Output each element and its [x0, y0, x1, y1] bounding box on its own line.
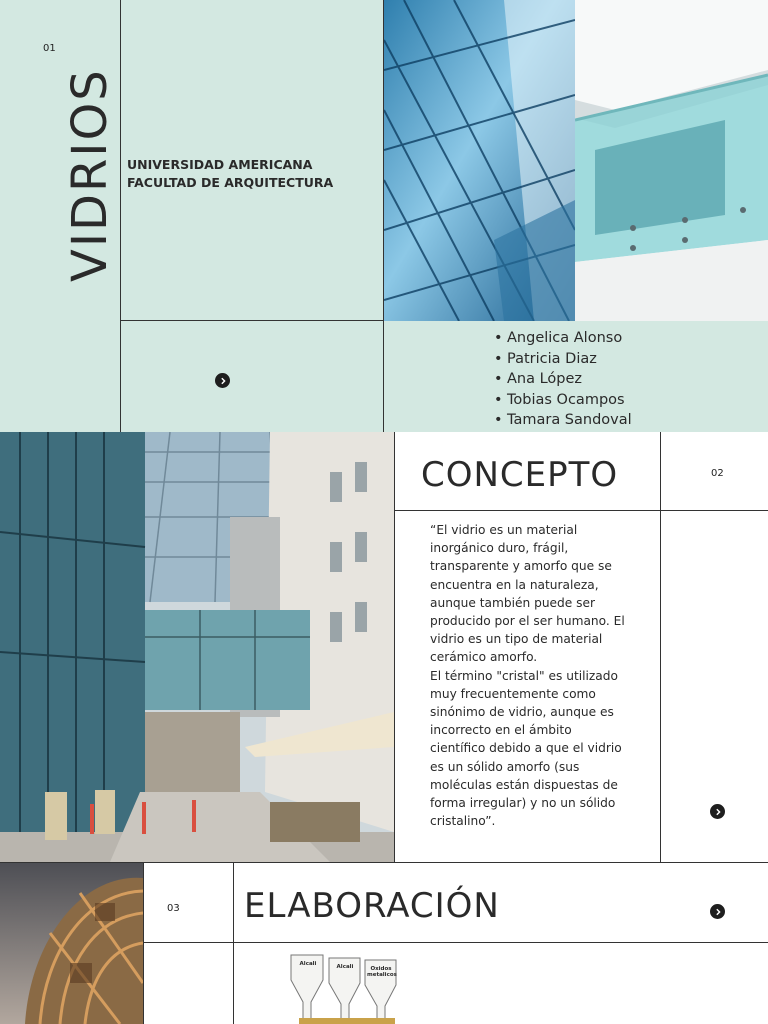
- cover-title: VIDRIOS: [62, 68, 118, 282]
- list-item: • Angelica Alonso: [494, 328, 632, 349]
- chevron-right-icon: [714, 808, 722, 816]
- list-item: • Tobias Ocampos: [494, 390, 632, 411]
- glass-facade-photo: [384, 0, 575, 321]
- chevron-right-icon: [219, 377, 227, 385]
- divider: [394, 510, 768, 511]
- list-item: • Ana López: [494, 369, 632, 390]
- chevron-right-icon: [714, 908, 722, 916]
- glass-balcony-photo: [575, 0, 768, 321]
- page-number: 03: [167, 903, 180, 914]
- university-name: UNIVERSIDAD AMERICANA: [127, 157, 313, 172]
- divider: [233, 862, 234, 1024]
- list-item: • Patricia Diaz: [494, 349, 632, 370]
- divider: [143, 942, 768, 943]
- street-glass-photo: [0, 432, 394, 862]
- concept-paragraph: El término "cristal" es utilizado muy frecuentemente como sinónimo de vidrio, aunque es incorrecto en el ámbito científico debido a que el vidrio es un sólido amorfo (sus moléculas están dispuestas de forma irregular) y no un sólido cristalino”.: [430, 668, 622, 829]
- members-list: [494, 328, 632, 431]
- divider: [143, 862, 144, 1024]
- list-item: • Tamara Sandoval: [494, 410, 632, 431]
- container-label: Alcali: [336, 964, 354, 970]
- section-title: CONCEPTO: [421, 455, 619, 495]
- next-arrow-button[interactable]: [215, 373, 230, 388]
- page-number: 01: [43, 43, 56, 54]
- institution-block: [127, 156, 333, 192]
- container-label: Alcali: [299, 961, 317, 967]
- divider: [394, 432, 395, 862]
- divider: [660, 432, 661, 862]
- page-number: 02: [711, 468, 724, 479]
- raw-materials-illustration: [285, 950, 400, 1024]
- faculty-name: FACULTAD DE ARQUITECTURA: [127, 175, 334, 190]
- cover-panel: [0, 0, 384, 432]
- next-arrow-button[interactable]: [710, 804, 725, 819]
- next-arrow-button[interactable]: [710, 904, 725, 919]
- divider: [120, 0, 121, 432]
- container-label: Oxidos metalicos: [367, 966, 397, 978]
- concept-paragraph: “El vidrio es un material inorgánico duro, frágil, transparente y amorfo que se encuentra en la naturaleza, aunque también puede ser producido por el ser humano. El vidrio es un tipo de material cerámico amorfo.: [430, 523, 625, 665]
- concept-text: [430, 521, 630, 830]
- glass-dome-photo: [0, 863, 143, 1024]
- section-title: ELABORACIÓN: [244, 886, 500, 926]
